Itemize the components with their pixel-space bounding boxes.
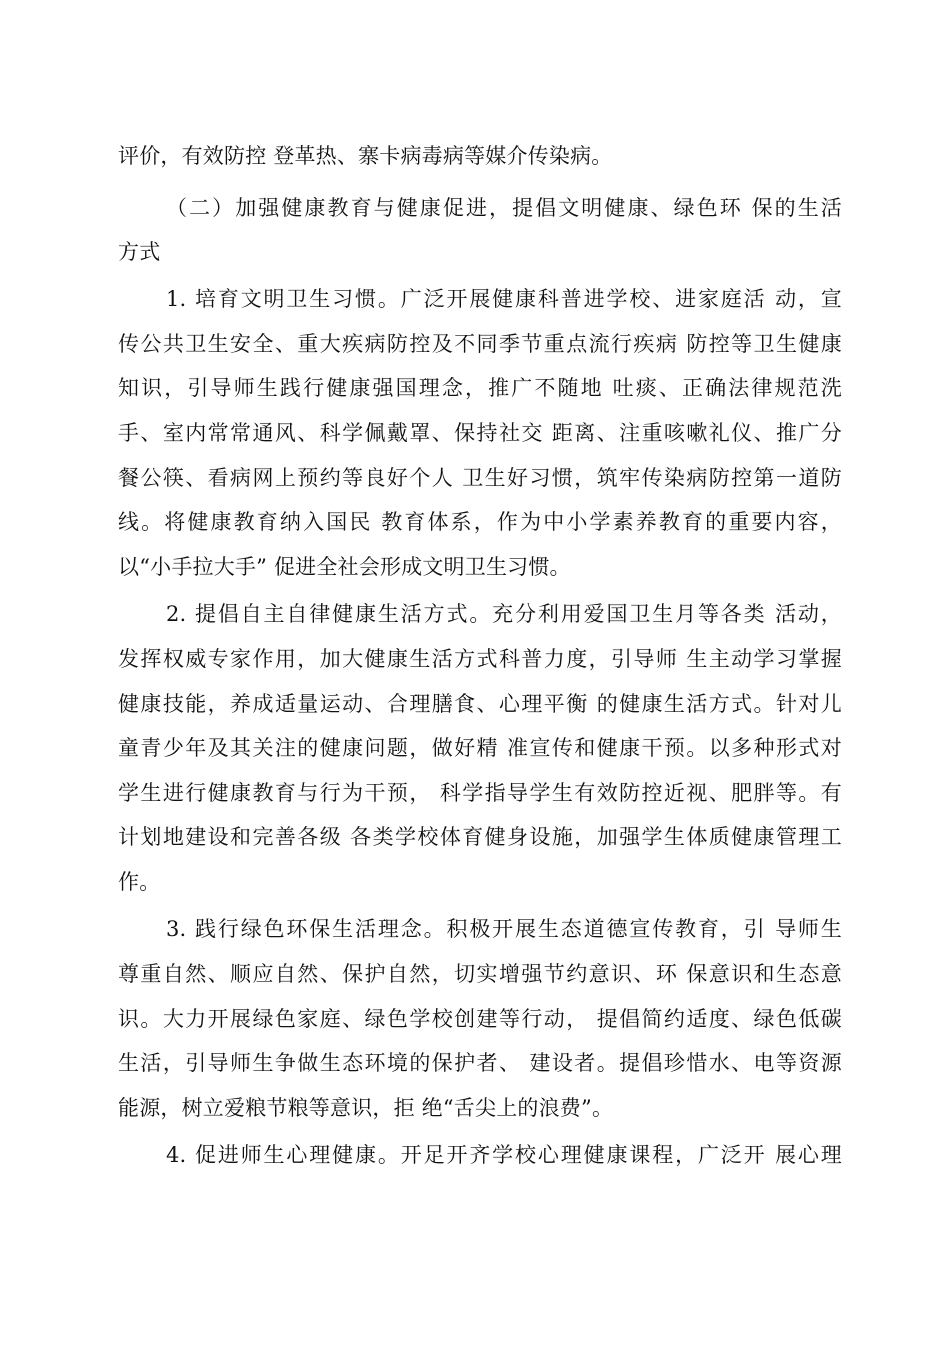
paragraph-3-line: 尊重自然、顺应自然、保护自然，切实增强节约意识、环 保意识和生态意 xyxy=(118,962,842,986)
paragraph-1-line: 1. 培育文明卫生习惯。广泛开展健康科普进学校、进家庭活 动，宣 xyxy=(166,287,842,311)
text-line: 评价，有效防控 登革热、寨卡病毒病等媒介传染病。 xyxy=(118,144,613,168)
paragraph-1-line: 手、室内常常通风、科学佩戴罩、保持社交 距离、注重咳嗽礼仪、推广分 xyxy=(118,421,842,445)
paragraph-3-line: 3. 践行绿色环保生活理念。积极开展生态道德宣传教育，引 导师生 xyxy=(166,917,842,941)
paragraph-2-line: 计划地建设和完善各级 各类学校体育健身设施，加强学生体质健康管理工 xyxy=(118,825,842,849)
paragraph-2-line: 2. 提倡自主自律健康生活方式。充分利用爱国卫生月等各类 活动， xyxy=(166,602,842,626)
paragraph-4-line: 4. 促进师生心理健康。开足开齐学校心理健康课程，广泛开 展心理 xyxy=(166,1143,842,1167)
section-heading-continued: 方式 xyxy=(118,240,161,264)
paragraph-1-line: 传公共卫生安全、重大疾病防控及不同季节重点流行疾病 防控等卫生健康 xyxy=(118,332,842,356)
paragraph-2-line: 发挥权威专家作用，加大健康生活方式科普力度，引导师 生主动学习掌握 xyxy=(118,647,842,671)
paragraph-2-line: 学生进行健康教育与行为干预， 科学指导学生有效防控近视、肥胖等。有 xyxy=(118,781,842,805)
paragraph-1-line: 知识，引导师生践行健康强国理念，推广不随地 吐痰、正确法律规范洗 xyxy=(118,376,842,400)
paragraph-2-line: 作。 xyxy=(118,870,161,894)
paragraph-3-line: 识。大力开展绿色家庭、绿色学校创建等行动， 提倡简约适度、绿色低碳 xyxy=(118,1007,842,1031)
paragraph-2-line: 童青少年及其关注的健康问题，做好精 准宣传和健康干预。以多种形式对 xyxy=(118,736,842,760)
section-heading: （二）加强健康教育与健康促进，提倡文明健康、绿色环 保的生活 xyxy=(166,196,842,220)
paragraph-1-line: 以“小手拉大手” 促进全社会形成文明卫生习惯。 xyxy=(118,555,571,579)
paragraph-1-line: 线。将健康教育纳入国民 教育体系，作为中小学素养教育的重要内容， xyxy=(118,510,842,534)
paragraph-1-line: 餐公筷、看病网上预约等良好个人 卫生好习惯，筑牢传染病防控第一道防 xyxy=(118,466,842,490)
paragraph-3-line: 生活，引导师生争做生态环境的保护者、 建设者。提倡珍惜水、电等资源 xyxy=(118,1051,842,1075)
paragraph-3-line: 能源，树立爱粮节粮等意识，拒 绝“舌尖上的浪费”。 xyxy=(118,1096,614,1120)
paragraph-2-line: 健康技能，养成适量运动、合理膳食、心理平衡 的健康生活方式。针对儿 xyxy=(118,692,842,716)
